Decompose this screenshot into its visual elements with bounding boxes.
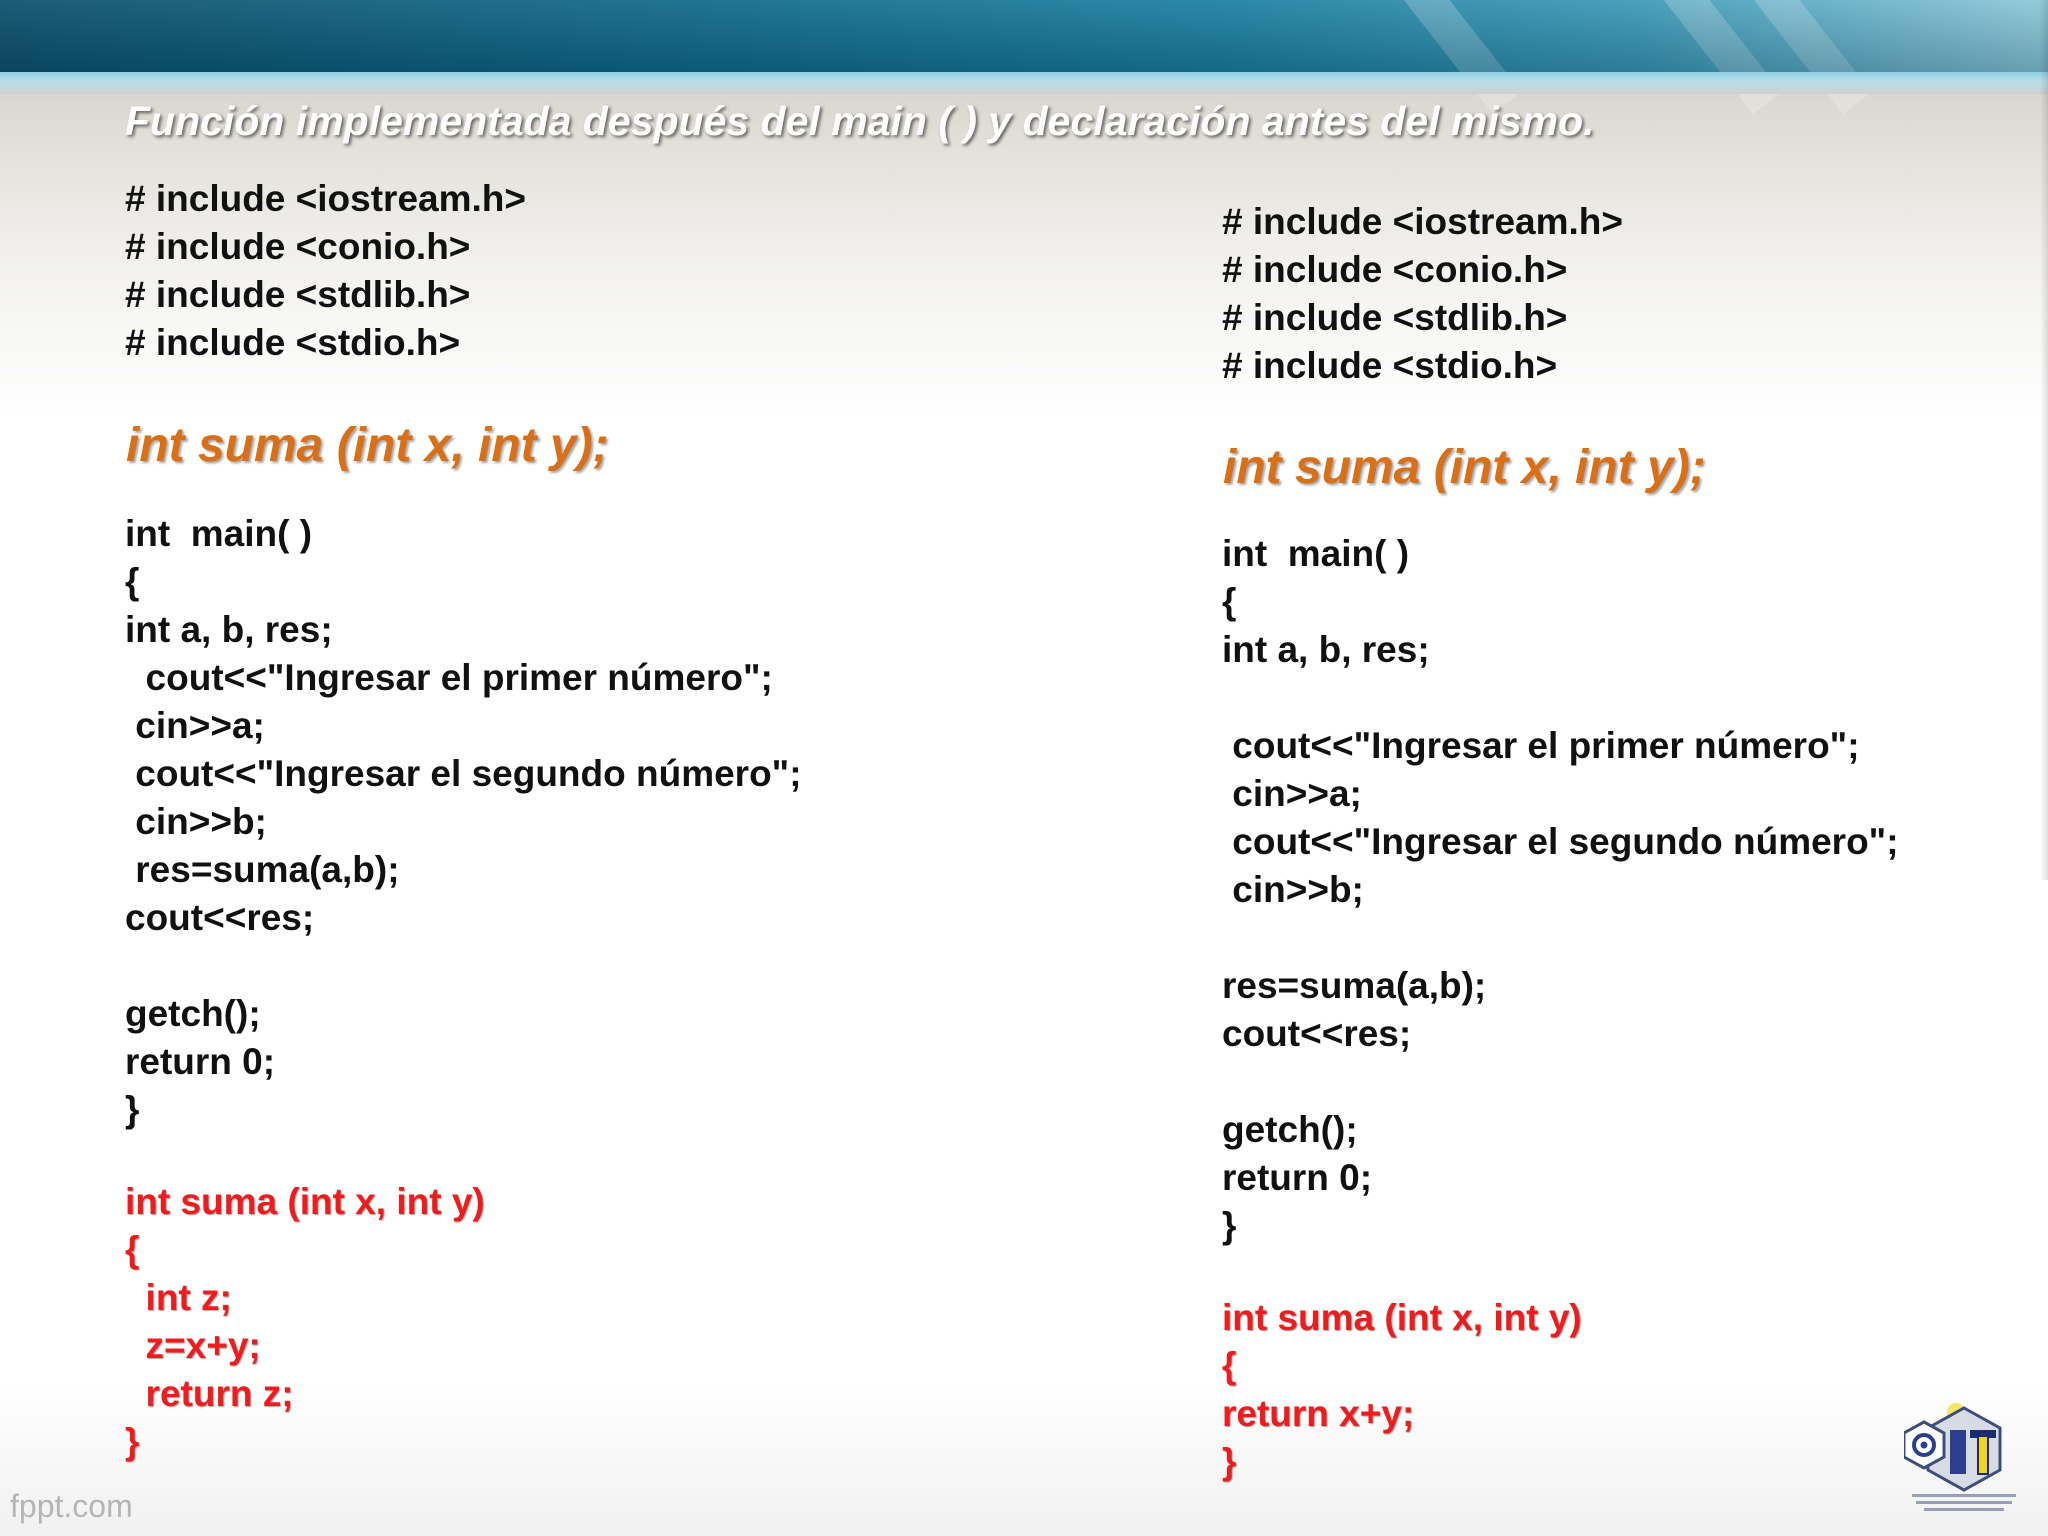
right-prototype: int suma (int x, int y);: [1223, 441, 1706, 494]
code-line: cin>>a;: [125, 705, 265, 746]
code-line: cout<<"Ingresar el segundo número";: [125, 753, 802, 794]
code-line: getch();: [125, 993, 261, 1034]
code-line: int main( ): [125, 513, 313, 554]
code-line: res=suma(a,b);: [1222, 965, 1487, 1006]
code-line: z=x+y;: [125, 1325, 261, 1366]
code-line: int suma (int x, int y): [125, 1181, 485, 1222]
header-highlight: [1395, 0, 1522, 114]
code-line: # include <conio.h>: [1222, 249, 1568, 290]
code-line: [1222, 1058, 1899, 1106]
code-line: # include <iostream.h>: [1222, 201, 1623, 242]
slide-title: Función implementada después del main ( ) y declaración antes del mismo.: [125, 98, 1595, 144]
code-line: {: [1222, 1345, 1237, 1386]
header-band: [0, 0, 2048, 72]
code-line: cout<<"Ingresar el primer número";: [125, 657, 773, 698]
right-includes: [1222, 198, 1623, 390]
code-line: cout<<"Ingresar el segundo número";: [1222, 821, 1899, 862]
code-line: {: [1222, 581, 1237, 622]
code-line: # include <stdio.h>: [125, 322, 461, 363]
code-line: int suma (int x, int y): [1222, 1297, 1582, 1338]
code-line: return 0;: [125, 1041, 276, 1082]
code-line: [125, 942, 802, 990]
left-prototype: int suma (int x, int y);: [126, 419, 609, 472]
code-line: }: [125, 1089, 140, 1130]
code-line: getch();: [1222, 1109, 1358, 1150]
code-line: # include <stdlib.h>: [1222, 297, 1568, 338]
left-includes: [125, 175, 526, 367]
code-line: {: [125, 561, 140, 602]
code-line: cin>>a;: [1222, 773, 1362, 814]
code-line: int z;: [125, 1277, 232, 1318]
code-line: }: [1222, 1205, 1237, 1246]
code-line: cout<<res;: [125, 897, 315, 938]
code-line: {: [125, 1229, 140, 1270]
code-line: cout<<res;: [1222, 1013, 1412, 1054]
code-line: cin>>b;: [1222, 869, 1364, 910]
code-line: [1222, 914, 1899, 962]
code-line: return z;: [125, 1373, 294, 1414]
code-line: res=suma(a,b);: [125, 849, 400, 890]
right-main-block: [1222, 530, 1899, 1250]
institution-logo-icon: [1904, 1402, 2024, 1512]
code-line: return x+y;: [1222, 1393, 1415, 1434]
code-line: # include <stdio.h>: [1222, 345, 1558, 386]
watermark: fppt.com: [10, 1488, 133, 1524]
left-main-block: [125, 510, 802, 1134]
code-line: cin>>b;: [125, 801, 267, 842]
code-line: # include <stdlib.h>: [125, 274, 471, 315]
code-line: return 0;: [1222, 1157, 1373, 1198]
left-function-block: [125, 1178, 485, 1466]
code-line: int a, b, res;: [125, 609, 333, 650]
code-line: int a, b, res;: [1222, 629, 1430, 670]
code-line: cout<<"Ingresar el primer número";: [1222, 725, 1860, 766]
header-stripe: [0, 72, 2048, 94]
code-line: [1222, 674, 1899, 722]
code-line: # include <iostream.h>: [125, 178, 526, 219]
header-highlight: [1655, 0, 1782, 114]
code-line: }: [125, 1421, 140, 1462]
code-line: }: [1222, 1441, 1237, 1482]
slide-edge-shadow: [2040, 0, 2048, 880]
code-line: int main( ): [1222, 533, 1410, 574]
right-function-block: [1222, 1294, 1582, 1486]
code-line: # include <conio.h>: [125, 226, 471, 267]
